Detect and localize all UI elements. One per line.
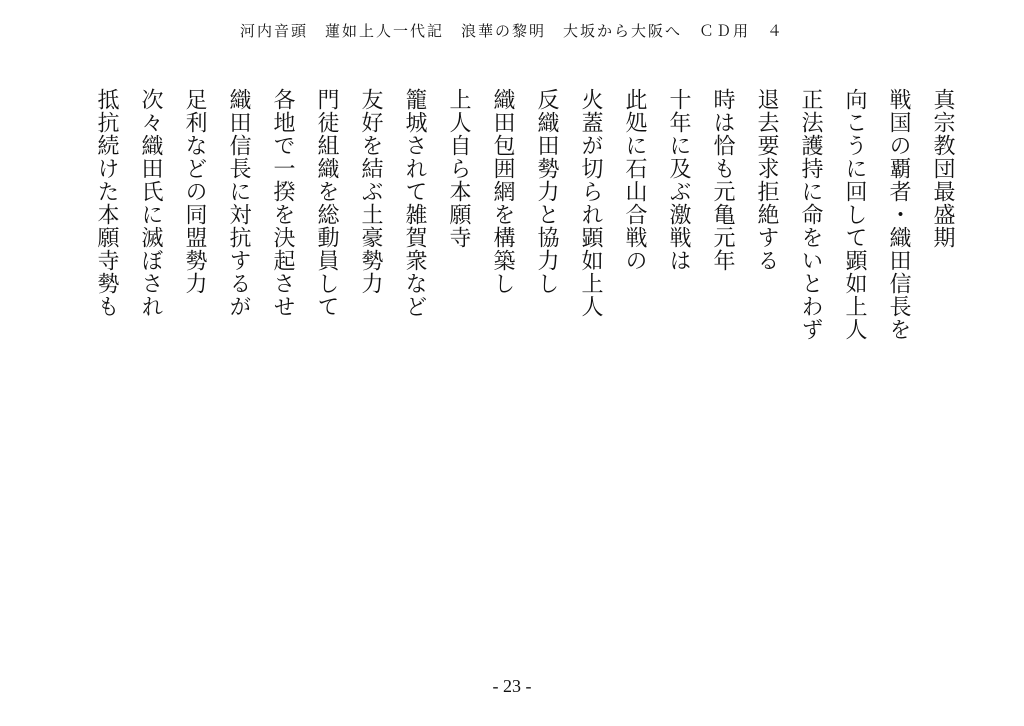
verse-line: 門徒組織を総動員して [314, 88, 339, 318]
verse-line: 反織田勢力と協力し [534, 88, 559, 295]
vertical-text-body [84, 88, 964, 348]
verse-line: 各地で一揆を決起させ [270, 88, 295, 318]
verse-line: 織田包囲網を構築し [490, 88, 515, 295]
verse-line: 時は恰も元亀元年 [710, 88, 735, 272]
verse-line: 織田信長に対抗するが [226, 88, 251, 318]
verse-line: 火蓋が切られ顕如上人 [578, 88, 603, 318]
verse-line: 此処に石山合戦の [622, 88, 647, 272]
verse-line: 友好を結ぶ土豪勢力 [358, 88, 383, 295]
verse-line: 真宗教団最盛期 [930, 88, 955, 249]
verse-line: 戦国の覇者・織田信長を [886, 88, 911, 341]
verse-line: 籠城されて雑賀衆など [402, 88, 427, 318]
verse-line: 足利などの同盟勢力 [182, 88, 207, 295]
verse-line: 上人自ら本願寺 [446, 88, 471, 249]
verse-line: 向こうに回して顕如上人 [842, 88, 867, 341]
page-header: 河内音頭 蓮如上人一代記 浪華の黎明 大坂から大阪へ ＣＤ用 ４ [239, 22, 784, 40]
page-number: - 23 - [492, 676, 532, 696]
verse-line: 正法護持に命をいとわず [798, 88, 823, 341]
verse-line: 次々織田氏に滅ぼされ [138, 88, 163, 318]
verse-line: 退去要求拒絶する [754, 88, 779, 272]
verse-line: 十年に及ぶ激戦は [666, 88, 691, 272]
verse-line: 抵抗続けた本願寺勢も [94, 88, 119, 318]
